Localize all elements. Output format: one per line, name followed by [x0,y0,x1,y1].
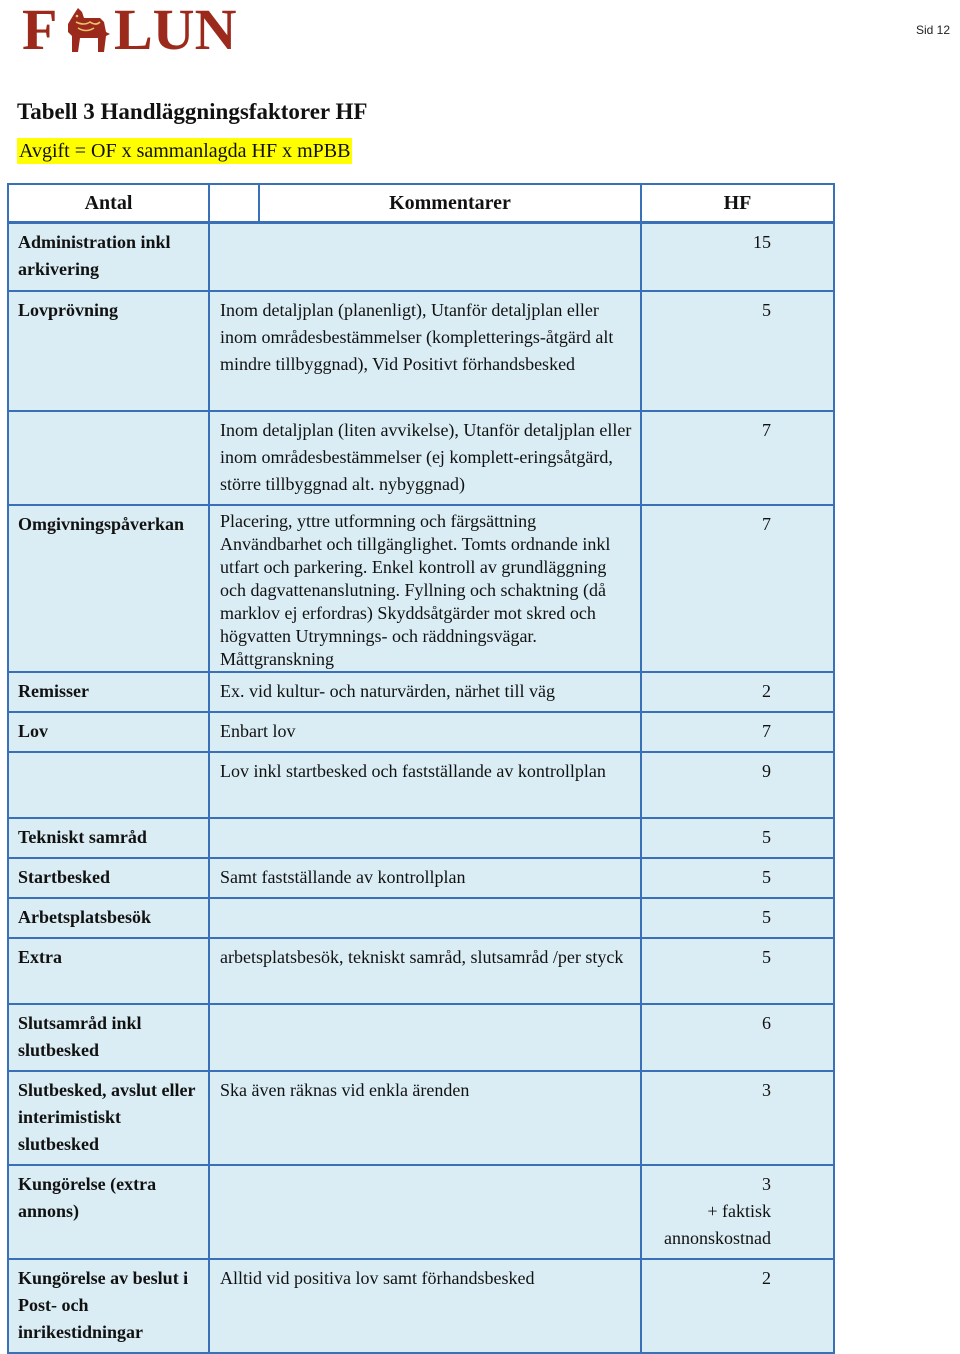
row-comment: Samt fastställande av kontrollplan [209,858,641,898]
row-label: Kungörelse (extra annons) [8,1165,209,1259]
table-row [8,898,834,938]
row-hf: 6 [641,1004,834,1071]
row-hf: 7 [641,505,834,672]
row-hf: 15 [641,223,834,291]
row-label: Slutsamråd inkl slutbesked [8,1004,209,1071]
column-header-hf: HF [641,184,834,223]
row-comment: Ska även räknas vid enkla ärenden [209,1071,641,1165]
row-label: Extra [8,938,209,1004]
row-label: Lovprövning [8,291,209,411]
table-row [8,1004,834,1071]
fee-formula: Avgift = OF x sammanlagda HF x mPBB [19,140,351,162]
svg-text:F: F [22,2,58,56]
column-header-kommentarer-label: Kommentarer [389,191,511,214]
row-comment: Inom detaljplan (liten avvikelse), Utanför detaljplan eller inom områdesbestämmelser (ej komplett-eringsåtgärd, större tillbyggnad alt. nybyggnad) [209,411,641,505]
table-row [8,818,834,858]
table-row [8,672,834,712]
row-comment [209,898,641,938]
row-label: Slutbesked, avslut eller interimistiskt slutbesked [8,1071,209,1165]
table-row [8,505,834,672]
row-label: Administration inkl arkivering [8,223,209,291]
row-comment [209,818,641,858]
row-hf: 7 [641,411,834,505]
row-label: Startbesked [8,858,209,898]
column-header-kommentarer [209,184,641,223]
row-label: Kungörelse av beslut i Post- och inrikestidningar [8,1259,209,1353]
table-header-row [8,184,834,223]
row-label [8,411,209,505]
row-comment [209,1004,641,1071]
column-header-antal: Antal [8,184,209,223]
row-hf: 3 [641,1071,834,1165]
document-title: Tabell 3 Handläggningsfaktorer HF [17,99,368,124]
dala-horse-icon [68,8,110,52]
row-hf: 3 + faktisk annonskostnad [641,1165,834,1259]
table-row [8,291,834,411]
row-hf: 7 [641,712,834,752]
table-row [8,712,834,752]
row-comment: Lov inkl startbesked och fastställande av kontrollplan [209,752,641,818]
row-label: Tekniskt samråd [8,818,209,858]
row-label [8,752,209,818]
row-hf: 5 [641,938,834,1004]
table-row [8,938,834,1004]
table-row [8,1071,834,1165]
row-hf: 2 [641,672,834,712]
row-hf: 5 [641,898,834,938]
row-hf: 9 [641,752,834,818]
row-comment [209,1165,641,1259]
table-row [8,752,834,818]
table-row [8,411,834,505]
row-hf: 5 [641,291,834,411]
row-comment: arbetsplatsbesök, tekniskt samråd, slutsamråd /per styck [209,938,641,1004]
table-row [8,858,834,898]
row-comment: Placering, yttre utformning och färgsättning Användbarhet och tillgänglighet. Tomts ordnande inkl utfart och parkering. Enkel kontroll av grundläggning och dagvattenanslutning. Fyllning och schaktning (då marklov ej erfordras) Skyddsåtgärder mot skred och högvatten Utrymnings- och räddningsvägar. Måttgranskning [209,505,641,672]
row-comment: Ex. vid kultur- och naturvärden, närhet till väg [209,672,641,712]
row-label: Remisser [8,672,209,712]
row-comment: Enbart lov [209,712,641,752]
page-number: Sid 12 [915,23,950,37]
table-row [8,1259,834,1353]
row-comment: Inom detaljplan (planenligt), Utanför detaljplan eller inom områdesbestämmelser (kompletterings-åtgärd alt mindre tillbyggnad), Vid Positivt förhandsbesked [209,291,641,411]
row-hf: 2 [641,1259,834,1353]
row-label: Arbetsplatsbesök [8,898,209,938]
table-row [8,1165,834,1259]
row-label: Omgivningspåverkan [8,505,209,672]
fee-factor-table [7,183,835,1354]
row-comment: Alltid vid positiva lov samt förhandsbesked [209,1259,641,1353]
row-label: Lov [8,712,209,752]
row-hf: 5 [641,858,834,898]
falun-logo [22,2,272,56]
svg-text:LUN: LUN [114,2,237,56]
row-hf: 5 [641,818,834,858]
table-row [8,223,834,291]
row-comment [209,223,641,291]
